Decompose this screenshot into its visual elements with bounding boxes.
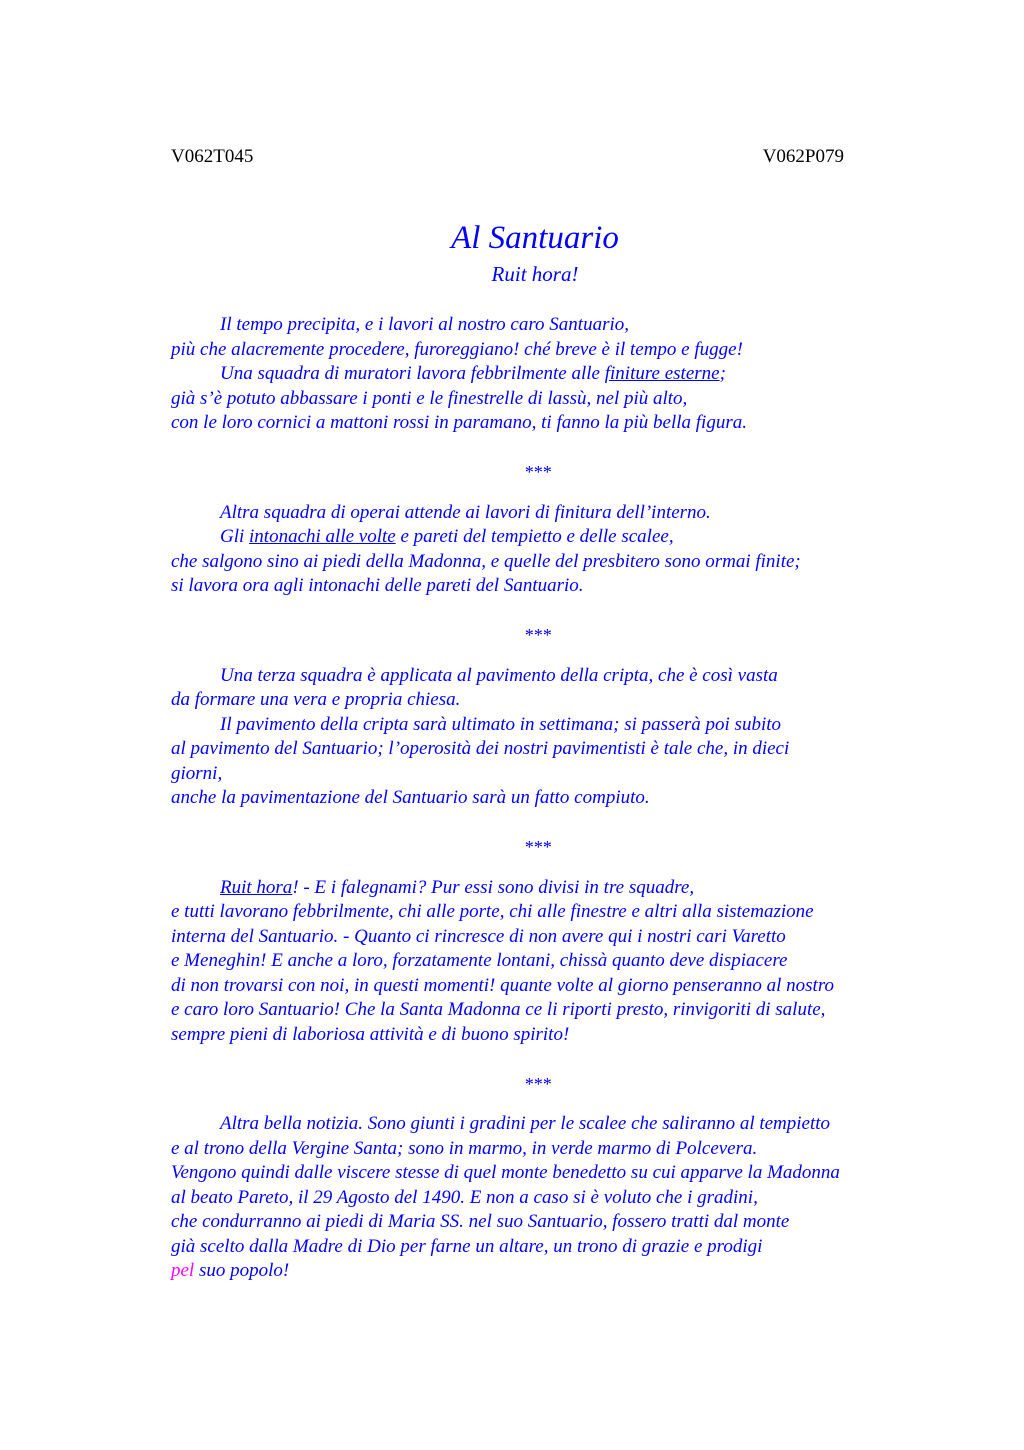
section-separator: ***: [524, 837, 551, 857]
underlined-phrase: finiture esterne: [604, 363, 720, 384]
paragraph-4: [171, 876, 931, 1048]
section-separator: ***: [524, 462, 551, 482]
text-line: si lavora ora agli intonachi delle pareti del Santuario.: [171, 575, 584, 596]
text-line: sempre pieni di laboriosa attività e di buono spirito!: [171, 1023, 570, 1045]
page-subtitle: Ruit hora!: [491, 262, 579, 286]
text-line: che condurranno ai piedi di Maria SS. nel suo Santuario, fossero tratti dal monte: [171, 1211, 790, 1232]
text-line: Il tempo precipita, e i lavori al nostro caro Santuario,: [220, 314, 629, 335]
text-line: al pavimento del Santuario; l’operosità dei nostri pavimentisti è tale che, in dieci: [171, 738, 790, 759]
text-line: più che alacremente procedere, furoreggiano! ché breve è il tempo e fugge!: [171, 338, 743, 360]
text-line: interna del Santuario. - Quanto ci rincresce di non avere qui i nostri cari Varetto: [171, 925, 786, 947]
underlined-phrase: intonachi alle volte: [249, 526, 396, 547]
text-line: che salgono sino ai piedi della Madonna, e quelle del presbitero sono ormai finite;: [171, 550, 801, 572]
spacer: [171, 1096, 931, 1112]
text-line: Altra squadra di operai attende ai lavori di finitura dell’interno.: [220, 501, 711, 523]
spacer: [171, 860, 931, 876]
text-span: ! - E i falegnami? Pur essi sono divisi in tre squadre,: [292, 876, 695, 898]
text-line: già scelto dalla Madre di Dio per farne un altare, un trono di grazie e prodigi: [171, 1235, 763, 1257]
text-line: [171, 876, 931, 901]
spacer: [171, 648, 931, 664]
text-line: Il pavimento della cripta sarà ultimato in settimana; si passerà poi subito: [220, 713, 782, 735]
spacer: [171, 811, 931, 836]
text-span: Gli: [220, 526, 250, 547]
text-line: e al trono della Vergine Santa; sono in marmo, in verde marmo di Polcevera.: [171, 1137, 758, 1159]
text-line: Una terza squadra è applicata al pavimento della cripta, che è così vasta: [220, 664, 778, 686]
document-code-right: V062P079: [762, 146, 844, 167]
text-span: suo popolo!: [194, 1260, 290, 1281]
underlined-phrase: Ruit hora: [220, 876, 293, 898]
text-line: con le loro cornici a mattoni rossi in paramano, ti fanno la più bella figura.: [171, 412, 747, 433]
text-line: di non trovarsi con noi, in questi momenti! quante volte al giorno penseranno al nostro: [171, 974, 835, 996]
page-title: Al Santuario: [451, 220, 619, 256]
text-line: da formare una vera e propria chiesa.: [171, 689, 461, 710]
text-span: Una squadra di muratori lavora febbrilmente alle: [220, 363, 605, 384]
paragraph-2: [171, 501, 931, 599]
text-line: giorni,: [171, 762, 223, 784]
section-separator: ***: [524, 1073, 551, 1094]
text-line: [171, 362, 931, 387]
spacer: [171, 485, 931, 501]
text-line: Altra bella notizia. Sono giunti i gradini per le scalee che saliranno al tempietto: [220, 1113, 831, 1134]
section-separator: ***: [524, 625, 551, 645]
text-line: e caro loro Santuario! Che la Santa Madonna ce li riporti presto, rinvigoriti di salute,: [171, 999, 826, 1020]
article-body: [171, 313, 931, 1284]
text-line: e Meneghin! E anche a loro, forzatamente lontani, chissà quanto deve dispiacere: [171, 950, 788, 971]
text-line: e tutti lavorano febbrilmente, chi alle porte, chi alle finestre e altri alla sistemazione: [171, 901, 814, 922]
document-code-left: V062T045: [171, 146, 254, 167]
text-line: [171, 1259, 931, 1284]
paragraph-5: [171, 1112, 931, 1284]
text-line: già s’è potuto abbassare i ponti e le finestrelle di lassù, nel più alto,: [171, 387, 688, 409]
text-span: e pareti del tempietto e delle scalee,: [395, 526, 674, 547]
text-line: Vengono quindi dalle viscere stesse di quel monte benedetto su cui apparve la Madonna: [171, 1162, 840, 1183]
spacer: [171, 1047, 931, 1072]
text-line: [171, 525, 931, 550]
spacer: [171, 599, 931, 624]
spacer: [171, 436, 931, 461]
highlighted-word: pel: [171, 1260, 195, 1281]
text-line: anche la pavimentazione del Santuario sarà un fatto compiuto.: [171, 787, 650, 808]
text-line: al beato Pareto, il 29 Agosto del 1490. E non a caso si è voluto che i gradini,: [171, 1186, 758, 1208]
paragraph-3: [171, 664, 931, 811]
text-span: ;: [719, 363, 726, 384]
paragraph-1: [171, 313, 931, 436]
